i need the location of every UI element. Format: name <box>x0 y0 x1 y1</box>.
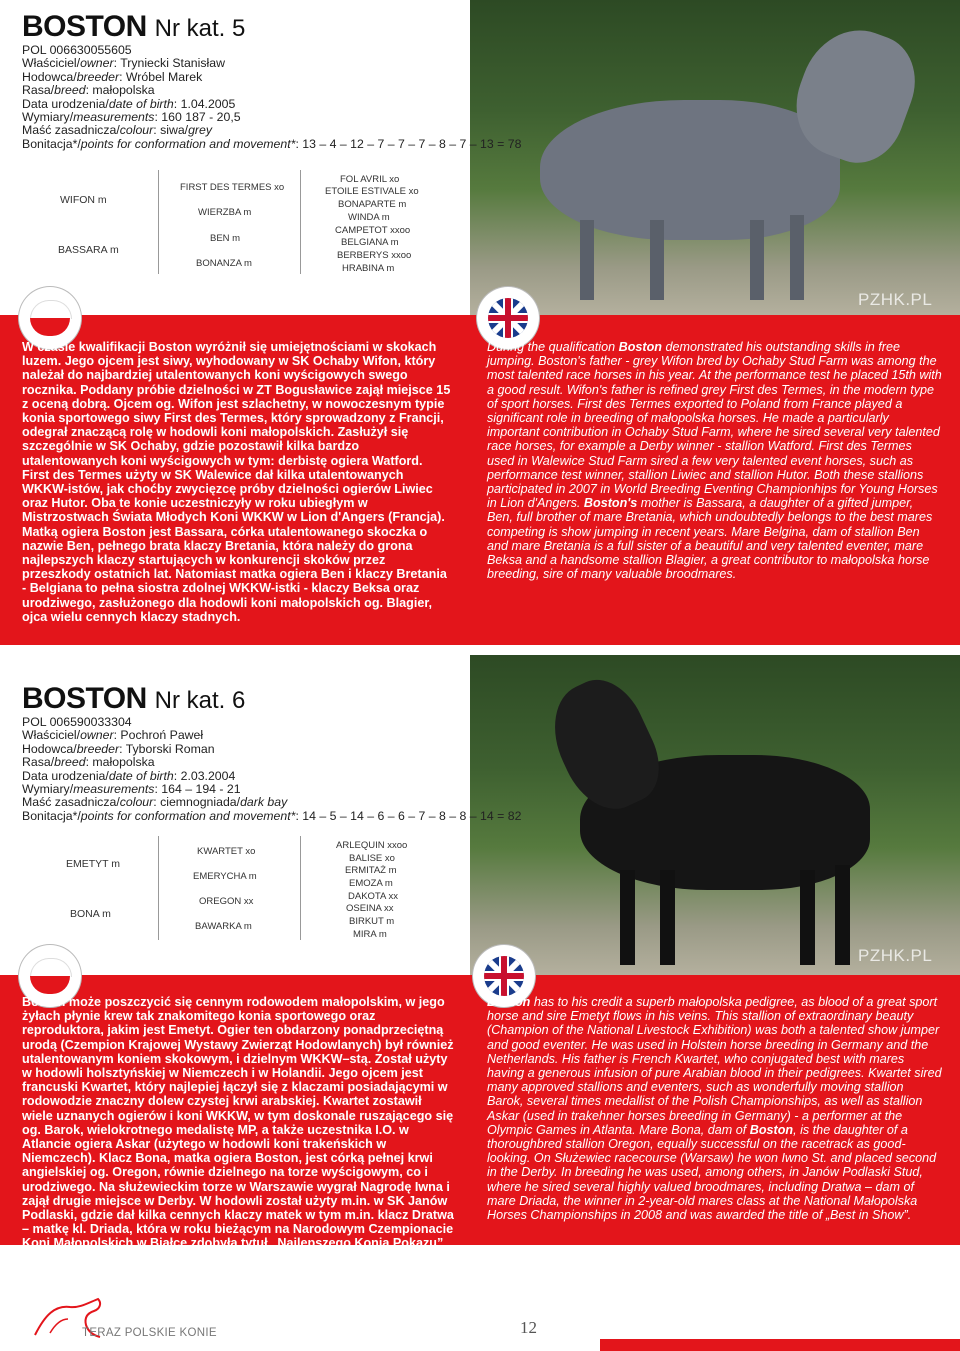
pedigree-gen3: BELGIANA m <box>341 237 399 248</box>
horse1-pedigree <box>0 170 470 280</box>
horse1-description-en: During the qualification Boston demonstrated his outstanding skills in free jumping. Boston's father - grey Wifon bred by Ochaby Stud Farm was among the most talented race horses in his year. At the performance test he placed 15th with a good result. Wifon's father is refined grey First des Termes, in the modern type of sport horses. First des Termes exported to Poland from France played a significant role in breeding of małopolska horses. He made a particularly important contribution in Ochaby Stud Farm, where he sired several very talented race horses, for example a Derby winner - stallion Watford. First des Termes used in Walewice Stud Farm sired a few very talented event horses, such as performance test winner, stallion Liwiec and stallion Hutor. Both these stallions participated in 2007 in World Breeding Eventing Championhips for Young Horses in Lion d'Angers. Boston's mother is Bassara, a daughter of a gifted jumper, Ben, full brother of mare Bretania, which undoubtedly belongs to the best mares competing is show jumping in recent years. Mare Belgina, dam of stallion Ben and mare Bretania is a full sister of a beautiful and very talented eventer, mare Beksa and a handsome stallion Blagier, a great contributor to małopolska horse breeding, sire of many valuable broodmares. <box>487 340 942 582</box>
pedigree-sire: EMETYT m <box>66 858 121 870</box>
horse2-pedigree <box>0 836 470 946</box>
pedigree-gen3: BONAPARTE m <box>338 199 407 210</box>
horse1-description-pl: W czasie kwalifikacji Boston wyróżnił się umiejętnościami w skokach luzem. Jego ojcem jest siwy, wyhodowany w SK Ochaby Wifon, który należał do najbardziej utalentowanych koni wyścigowych swego rocznika. Poddany próbie dzielności w ZT Bogusławice zajął miejsce 15 z oceną dobrą. Ojcem og. Wifon jest szlachetny, w nowoczesnym typie konia sportowego siwy First des Termes, który sprowadzony z Francji, odegrał znaczącą rolę w hodowli koni małopolskich. Zasłużył się szczególnie w SK Ochaby, gdzie pozostawił kilka bardzo utalentowanych koni wyścigowych w tym: derbistę ogiera Watford. First des Termes użyty w SK Walewice dał kilka utalentowanych WKKW-istów, jak choćby zwycięzcę próby dzielności ogierów Liwiec oraz Hutor. Oba te konie uczestniczyły w roku ubiegłym w Mistrzostwach Świata Młodych Koni WKKW w Lion d'Angers (Francja). Matką ogiera Boston jest Bassara, córka utalentowanego skoczka o nazwie Ben, pełnego brata klaczy Bretania, która należy do grona najlepszych klaczy startujących w konkurencji skoków przez przeszkody ostatnich lat. Natomiast matka ogiera Ben i klaczy Bretania - Belgiana to pełna siostra zdolnej WKKW-istki - klaczy Beksa oraz urodziwego, zasłużonego dla hodowli koni małopolskich og. Blagier, ojca wielu cennych klaczy stadnych. <box>22 340 451 624</box>
pedigree-gen2: BONANZA m <box>196 258 252 269</box>
horse1-measurements: Wymiary/measurements: 160 187 - 20,5 <box>22 110 241 125</box>
polish-flag-icon <box>22 290 78 346</box>
pedigree-dam: BASSARA m <box>58 244 119 256</box>
pedigree-gen2: KWARTET xo <box>197 846 256 857</box>
horse2-colour: Maść zasadnicza/colour: ciemnogniada/dark bay <box>22 795 288 810</box>
pedigree-gen2: EMERYCHA m <box>193 871 257 882</box>
watermark: PZHK.PL <box>858 946 933 965</box>
horse2-owner: Właściciel/owner: Pochroń Paweł <box>22 728 204 743</box>
horse2-points: Bonitacja*/points for conformation and movement*: 14 – 5 – 14 – 6 – 6 – 7 – 8 – 8 – 14 = 82 <box>22 808 522 823</box>
horse1-photo <box>470 0 960 315</box>
horse2-title: BOSTON Nr kat. 6 <box>22 682 246 715</box>
pedigree-gen3: HRABINA m <box>342 263 395 274</box>
horse1-colour: Maść zasadnicza/colour: siwa/grey <box>22 123 213 138</box>
pedigree-gen3: MIRA m <box>353 929 387 940</box>
horse1-owner: Właściciel/owner: Tryniecki Stanisław <box>22 56 225 71</box>
footer-red-bar <box>600 1339 960 1351</box>
pedigree-gen2: BAWARKA m <box>195 921 252 932</box>
horse2-breeder: Hodowca/breeder: Tyborski Roman <box>22 741 215 756</box>
pedigree-gen3: WINDA m <box>348 212 390 223</box>
horse1-info <box>22 12 521 151</box>
pedigree-gen3: OSEINA xx <box>346 903 394 914</box>
pedigree-gen3: ARLEQUIN xxoo <box>336 840 408 851</box>
horse1-breed: Rasa/breed: małopolska <box>22 83 155 98</box>
pedigree-gen3: BERBERYS xxoo <box>337 250 412 261</box>
pedigree-gen3: CAMPETOT xxoo <box>335 225 411 236</box>
horse1-regno: POL 006630055605 <box>22 43 132 57</box>
horse1-title: BOSTON Nr kat. 5 <box>22 10 246 43</box>
watermark: PZHK.PL <box>858 290 933 309</box>
horse2-description-en: Boston has to his credit a superb małopolska pedigree, as blood of a great sport horse and sire Emetyt flows in his veins. This stallion of extraordinary beauty (Champion of the National Livestock Exhibition) was both a talented show jumper and good eventer. He was used in Holstein horse breeding in Germany and the Netherlands. His father is French Kwartet, who conjugated best with mares having a generous infusion of pure Arabian blood in their pedigrees. Kwartet sired many approved stallions and eventers, such as wonderfully moving stallion Barok, several times medallist of the Polish Championships, as well as stallion Askar (used in trakehner horses breeding in Germany) - a performer at the Olympic Games in Atlanta. Mare Bona, dam of Boston, is the daughter of a thoroughbred stallion Oregon, equally successful on the racetrack as good-looking. On Służewiec racecourse (Warsaw) he won Iwno St. and placed second in the Derby. In breeding he was used, among others, in Janów Podlaski Stud, where he sired several highly valued broodmares, including Dratwa – dam of mare Driada, the winner in 2-year-old mares class at the National Małopolska Horses Championships in 2008 and was awarded the title of „Best in Show”. <box>487 995 942 1223</box>
pedigree-gen3: FOL AVRIL xo <box>340 174 400 185</box>
pedigree-gen2: BEN m <box>210 233 241 244</box>
pedigree-gen3: EMOZA m <box>349 878 393 889</box>
horse1-breeder: Hodowca/breeder: Wróbel Marek <box>22 69 203 84</box>
uk-flag-icon <box>480 290 536 346</box>
horse1-points: Bonitacja*/points for conformation and movement*: 13 – 4 – 12 – 7 – 7 – 7 – 8 – 7 – 13 = 78 <box>22 136 522 151</box>
horse2-breed: Rasa/breed: małopolska <box>22 755 155 770</box>
pedigree-gen3: ERMITAŻ m <box>345 865 397 876</box>
pedigree-gen3: ETOILE ESTIVALE xo <box>325 186 419 197</box>
pedigree-gen2: FIRST DES TERMES xo <box>180 182 285 193</box>
footer-brand: TERAZ POLSKIE KONIE <box>82 1327 217 1339</box>
horse1-dob: Data urodzenia/date of birth: 1.04.2005 <box>22 96 236 111</box>
pedigree-gen3: BALISE xo <box>349 853 395 864</box>
pedigree-gen3: BIRKUT m <box>349 916 395 927</box>
pedigree-gen3: DAKOTA xx <box>348 891 398 902</box>
horse2-dob: Data urodzenia/date of birth: 2.03.2004 <box>22 768 236 783</box>
pedigree-sire: WIFON m <box>60 194 107 206</box>
horse2-measurements: Wymiary/measurements: 164 – 194 - 21 <box>22 782 241 797</box>
pedigree-gen2: WIERZBA m <box>198 207 252 218</box>
pedigree-gen2: OREGON xx <box>199 896 254 907</box>
horse2-photo <box>470 655 960 975</box>
page-number: 12 <box>520 1318 537 1337</box>
pedigree-dam: BONA m <box>70 908 111 920</box>
horse2-info <box>22 684 521 823</box>
horse2-regno: POL 006590033304 <box>22 715 132 729</box>
horse2-description-pl: Boston może poszczycić się cennym rodowodem małopolskim, w jego żyłach płynie krew tak znakomitego konia sportowego oraz reproduktora, jakim jest Emetyt. Ogier ten obdarzony ponadprzeciętną urodą (Czempion Krajowej Wystawy Zwierząt Hodowlanych) był również utalentowanym koniem skokowym, i dzielnym WKKW–stą. Został użyty w hodowli holsztyńskiej w Niemczech i w Holandii. Jego ojcem jest francuski Kwartet, który najlepiej łączył się z klaczami posiadającymi w rodowodzie znaczny dolew czystej krwi arabskiej. Kwartet zostawił wiele uznanych ogierów i koni WKKW, w tym doskonale ruszającego się og. Barok, wielokrotnego medalistę MP, a także uczestnika I.O. w Atlancie ogiera Askar (użytego w hodowli koni trakeńskich w Niemczech). Klacz Bona, matka ogiera Boston, jest córką pełnej krwi angielskiej og. Oregon, równie dzielnego na torze wyścigowym, co i urodziwego. Na służewieckim torze w Warszawie wygrał Nagrodę Iwna i zajął drugie miejsce w Derby. W hodowli został użyty m.in. w SK Janów Podlaski, gdzie dał kilka cennych klaczy matek w tym m.in. klacz Dratwa – matkę kl. Driada, która w roku bieżącym na Narodowym Czempionacie Koni Małopolskich w Białce zdobyła tytuł „Najlepszego Konia Pokazu” (Best in Show) oraz wygrała klasę klaczek dwuletnich. <box>22 995 454 1265</box>
